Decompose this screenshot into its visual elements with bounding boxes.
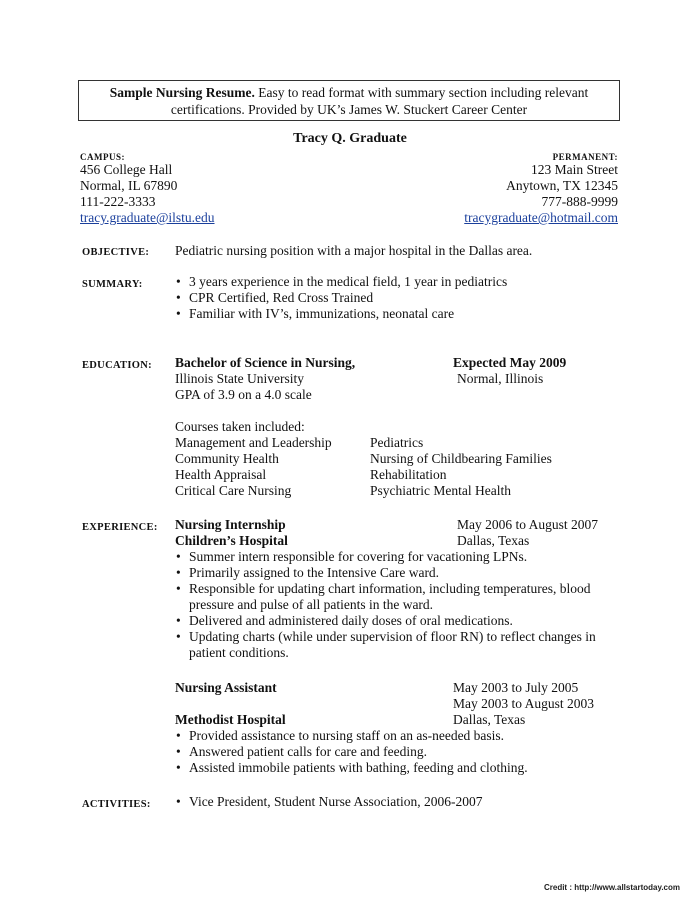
summary-item: • 3 years experience in the medical field, 1 year in pediatrics (189, 273, 507, 290)
degree-title: Bachelor of Science in Nursing, (175, 355, 356, 370)
intro-note-line1 (79, 84, 619, 101)
objective-text: Pediatric nursing position with a major hospital in the Dallas area. (175, 243, 533, 258)
course-item: Critical Care Nursing (175, 483, 292, 498)
job2-bullet: • Answered patient calls for care and feeding. (189, 743, 427, 760)
job2-employer: Methodist Hospital (175, 712, 286, 727)
course-item: Nursing of Childbearing Families (370, 451, 552, 466)
candidate-name: Tracy Q. Graduate (293, 131, 407, 146)
permanent-label: PERMANENT: (552, 152, 618, 162)
objective-label: OBJECTIVE: (82, 247, 150, 258)
campus-label: CAMPUS: (80, 152, 125, 162)
intro-note-box (78, 80, 620, 121)
summary-item: • CPR Certified, Red Cross Trained (189, 289, 373, 306)
job2-dates: May 2003 to July 2005 (453, 680, 579, 695)
course-item: Management and Leadership (175, 435, 332, 450)
intro-note-title: Sample Nursing Resume. (109, 85, 255, 100)
experience-label: EXPERIENCE: (82, 522, 158, 533)
job1-bullet: • Responsible for updating chart information, including temperatures, blood (189, 580, 591, 597)
education-label: EDUCATION: (82, 360, 152, 371)
school-name: Illinois State University (175, 371, 304, 386)
intro-note-text: Easy to read format with summary section including relevant (254, 85, 589, 100)
job1-bullet: • Updating charts (while under supervision of floor RN) to reflect changes in (189, 628, 596, 645)
job2-dates-second: May 2003 to August 2003 (453, 696, 595, 711)
job1-dates: May 2006 to August 2007 (457, 517, 599, 532)
campus-email-link[interactable]: tracy.graduate@ilstu.edu (80, 210, 215, 225)
job1-bullet: • Delivered and administered daily doses of oral medications. (189, 612, 513, 629)
intro-note-line2: certifications. Provided by UK’s James W. Stuckert Career Center (170, 102, 528, 117)
job1-location: Dallas, Texas (457, 533, 530, 548)
course-item: Health Appraisal (175, 467, 267, 482)
activity-item: • Vice President, Student Nurse Association, 2006-2007 (189, 793, 483, 810)
campus-address-line2: Normal, IL 67890 (80, 178, 178, 193)
summary-item: • Familiar with IV’s, immunizations, neonatal care (189, 305, 454, 322)
job2-location: Dallas, Texas (453, 712, 526, 727)
campus-phone: 111-222-3333 (80, 194, 156, 209)
gpa-text: GPA of 3.9 on a 4.0 scale (175, 387, 312, 402)
school-location: Normal, Illinois (457, 371, 544, 386)
job2-title: Nursing Assistant (175, 680, 277, 695)
job1-bullet: • Summer intern responsible for covering for vacationing LPNs. (189, 548, 527, 565)
campus-address-line1: 456 College Hall (80, 162, 173, 177)
course-item: Community Health (175, 451, 279, 466)
course-item: Psychiatric Mental Health (370, 483, 511, 498)
permanent-address-line1: 123 Main Street (531, 162, 618, 177)
job1-bullet-continuation: patient conditions. (189, 645, 289, 660)
summary-label: SUMMARY: (82, 279, 143, 290)
graduation-date: Expected May 2009 (453, 355, 567, 370)
credit-footer: Credit : http://www.allstartoday.com (543, 883, 680, 892)
course-item: Pediatrics (370, 435, 424, 450)
permanent-email-link[interactable]: tracygraduate@hotmail.com (464, 210, 618, 225)
permanent-phone: 777-888-9999 (541, 194, 618, 209)
job1-title: Nursing Internship (175, 517, 286, 532)
job2-bullet: • Assisted immobile patients with bathing, feeding and clothing. (189, 759, 528, 776)
course-item: Rehabilitation (370, 467, 447, 482)
job1-employer: Children’s Hospital (175, 533, 288, 548)
courses-heading: Courses taken included: (175, 419, 305, 434)
job1-bullet: • Primarily assigned to the Intensive Care ward. (189, 564, 439, 581)
activities-label: ACTIVITIES: (82, 799, 151, 810)
permanent-address-line2: Anytown, TX 12345 (506, 178, 618, 193)
job2-bullet: • Provided assistance to nursing staff on an as-needed basis. (189, 727, 504, 744)
job1-bullet-continuation: pressure and pulse of all patients in the ward. (189, 597, 434, 612)
